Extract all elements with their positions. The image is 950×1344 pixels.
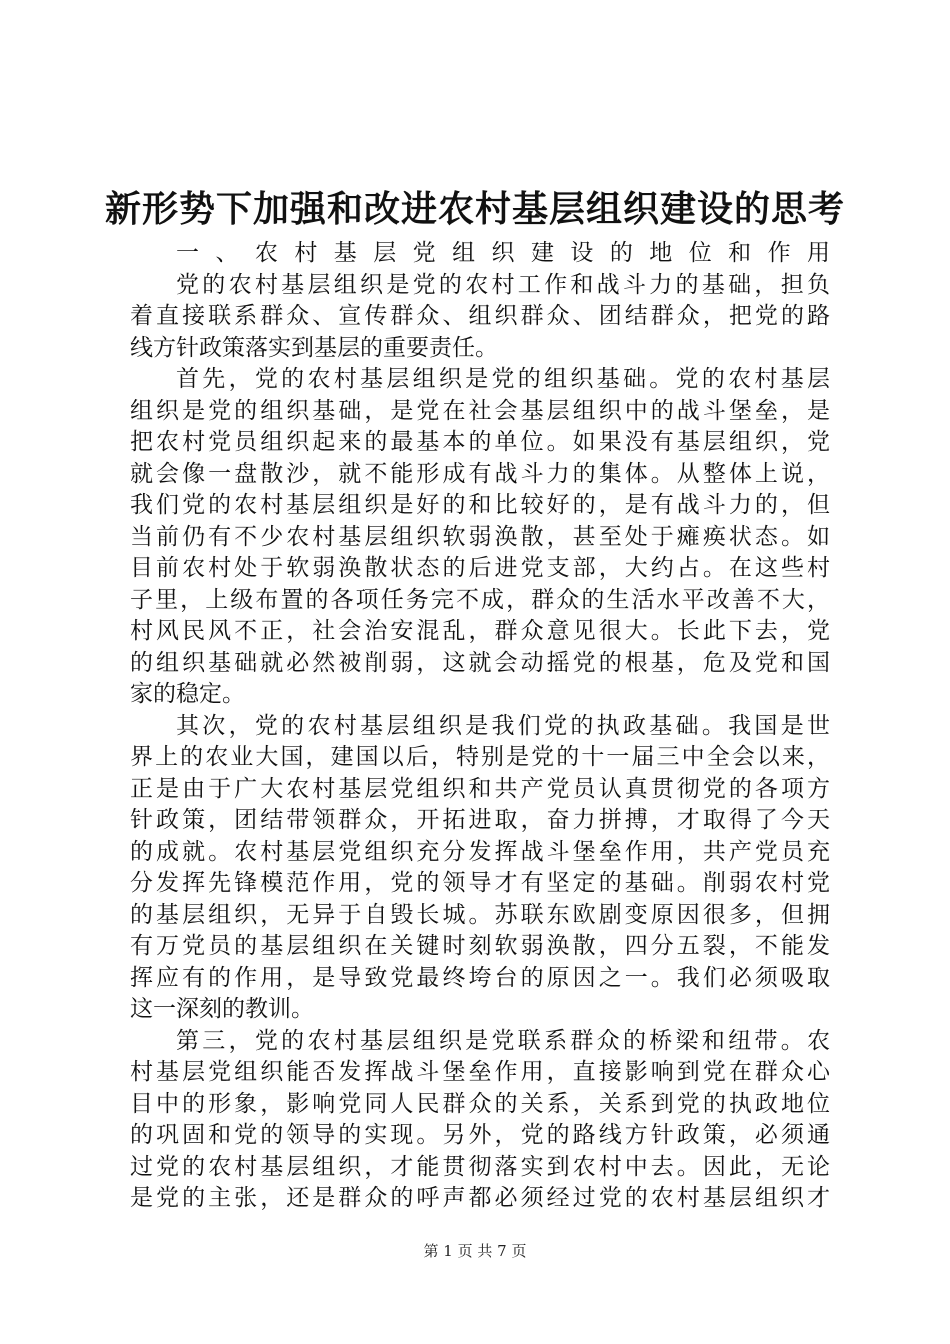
document-body xyxy=(130,238,830,1215)
paragraph-line: 当前仍有不少农村基层组织软弱涣散，甚至处于瘫痪状态。如 xyxy=(130,523,830,550)
paragraph-line: 分发挥先锋模范作用，党的领导才有坚定的基础。削弱农村党 xyxy=(130,870,830,896)
page-number: 第 1 页 共 7 页 xyxy=(423,1242,527,1260)
paragraph-line: 的巩固和党的领导的实现。另外，党的路线方针政策，必须通 xyxy=(130,1122,830,1148)
paragraph-line: 界上的农业大国，建国以后，特别是党的十一届三中全会以来， xyxy=(130,744,830,770)
paragraph-line: 村基层党组织能否发挥战斗堡垒作用，直接影响到党在群众心 xyxy=(130,1059,830,1085)
paragraph-line: 子里，上级布置的各项任务完不成，群众的生活水平改善不大， xyxy=(130,586,830,613)
paragraph-line: 是党的主张，还是群众的呼声都必须经过党的农村基层组织才 xyxy=(130,1185,830,1211)
paragraph-line: 目前农村处于软弱涣散状态的后进党支部，大约占。在这些村 xyxy=(130,555,830,581)
paragraph-line: 着直接联系群众、宣传群众、组织群众、团结群众，把党的路 xyxy=(130,303,830,329)
paragraph-line: 有万党员的基层组织在关键时刻软弱涣散，四分五裂，不能发 xyxy=(130,933,830,959)
section-heading: 一、农村基层党组织建设的地位和作用 xyxy=(176,240,830,266)
paragraph-line: 其次，党的农村基层组织是我们党的执政基础。我国是世 xyxy=(176,712,830,739)
paragraph-line: 我们党的农村基层组织是好的和比较好的，是有战斗力的，但 xyxy=(130,492,830,518)
paragraph-line: 的组织基础就必然被削弱，这就会动摇党的根基，危及党和国 xyxy=(130,649,830,676)
paragraph-line: 就会像一盘散沙，就不能形成有战斗力的集体。从整体上说， xyxy=(130,460,830,487)
paragraph-line: 首先，党的农村基层组织是党的组织基础。党的农村基层 xyxy=(176,366,830,392)
paragraph-line: 村风民风不正，社会治安混乱，群众意见很大。长此下去，党 xyxy=(130,618,830,644)
paragraph-line: 党的农村基层组织是党的农村工作和战斗力的基础，担负 xyxy=(176,271,830,298)
paragraph-line: 组织是党的组织基础，是党在社会基层组织中的战斗堡垒，是 xyxy=(130,397,830,424)
paragraph-line: 目中的形象，影响党同人民群众的关系，关系到党的执政地位 xyxy=(130,1090,830,1117)
paragraph-line: 线方针政策落实到基层的重要责任。 xyxy=(130,334,498,361)
paragraph-line: 挥应有的作用，是导致党最终垮台的原因之一。我们必须吸取 xyxy=(130,964,830,991)
paragraph-line: 这一深刻的教训。 xyxy=(130,996,314,1022)
document-title: 新形势下加强和改进农村基层组织建设的思考 xyxy=(104,189,845,230)
paragraph-line: 的成就。农村基层党组织充分发挥战斗堡垒作用，共产党员充 xyxy=(130,838,830,865)
paragraph-line: 过党的农村基层组织，才能贯彻落实到农村中去。因此，无论 xyxy=(130,1153,830,1180)
paragraph-line: 把农村党员组织起来的最基本的单位。如果没有基层组织，党 xyxy=(130,429,830,455)
paragraph-line: 针政策，团结带领群众，开拓进取，奋力拼搏，才取得了今天 xyxy=(130,807,830,833)
paragraph-line: 家的稳定。 xyxy=(130,681,245,707)
paragraph-line: 正是由于广大农村基层党组织和共产党员认真贯彻党的各项方 xyxy=(130,775,830,802)
paragraph-line: 的基层组织，无异于自毁长城。苏联东欧剧变原因很多，但拥 xyxy=(130,901,830,928)
paragraph-line: 第三，党的农村基层组织是党联系群众的桥梁和纽带。农 xyxy=(176,1027,830,1054)
